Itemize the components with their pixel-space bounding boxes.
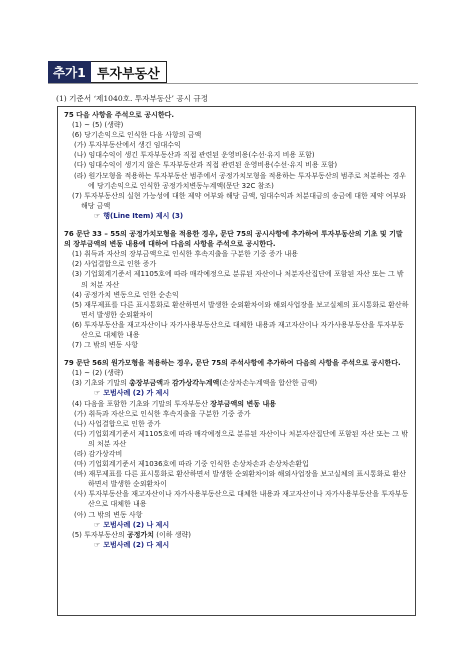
list-item: (사) 투자부동산을 재고자산이나 자가사용부동산으로 대체한 내용과 재고자산이나 자가사용부동산을 투자부동산으로 대체한 내용	[74, 490, 409, 509]
list-item: (나) 사업결합으로 인한 증가	[74, 419, 161, 428]
list-item: (5) 재무제표를 다른 표시통화로 환산하면서 발생한 순외환차이와 해외사업장을 보고실체의 표시통화로 환산하면서 발생한 순외환차이	[72, 300, 409, 319]
list-item: (3) 기업회계기준서 제1105호에 따라 매각예정으로 분류된 자산이나 처분자산집단에 포함된 자산 또는 그 밖의 처분 자산	[72, 270, 404, 289]
section-number: 추가1	[48, 61, 91, 83]
cross-reference-label: 모범사례 (2) 나 제시	[103, 520, 170, 529]
pointing-hand-icon: ☞	[94, 520, 101, 529]
list-item: (7) 그 밖의 변동 사항	[72, 341, 139, 350]
list-item: (4) 다음을 포함한 기초와 기말의 투자부동산 장부금액의 변동 내용	[72, 399, 276, 408]
list-item: (1) 취득과 자산의 장부금액으로 인식한 후속지출을 구분한 기중 증가 내용	[72, 250, 299, 259]
cross-reference-label: 모범사례 (2) 다 제시	[103, 540, 170, 549]
list-item: (아) 그 밖의 변동 사항	[74, 510, 143, 519]
paragraph-79	[64, 358, 409, 550]
cross-reference	[64, 388, 409, 398]
list-item: (6) 투자부동산을 재고자산이나 자가사용부동산으로 대체한 내용과 재고자산이나 자가사용부동산을 투자부동산으로 대체한 내용	[72, 320, 405, 339]
list-item: (바) 재무제표를 다른 표시통화로 환산하면서 발생한 순외환차이와 해외사업장을 보고실체의 표시통화로 환산하면서 발생한 순외환차이	[74, 470, 407, 489]
list-item: (5) 투자부동산의 공정가치 (이하 생략)	[72, 530, 191, 539]
list-item: (6) 당기손익으로 인식한 다음 사항의 금액	[72, 131, 202, 140]
paragraph-75	[64, 110, 409, 221]
pointing-hand-icon: ☞	[94, 211, 101, 220]
list-item: (나) 임대수익이 생긴 투자부동산과 직접 관련된 운영비용(수선·유지 비용 포함)	[74, 151, 315, 160]
list-item: (1) ~ (5) (생략)	[72, 121, 124, 130]
list-item: (7) 투자부동산의 실현 가능성에 대한 제약 여부와 해당 금액, 임대수익과 처분대금의 송금에 대한 제약 여부와 해당 금액	[72, 191, 407, 210]
section-title: 투자부동산	[91, 61, 167, 83]
list-item: (라) 감가상각비	[74, 450, 123, 458]
list-item: (다) 임대수익이 생기지 않은 투자부동산과 직접 관련된 운영비용(수선·유지 비용 포함)	[74, 161, 338, 170]
list-item: (가) 취득과 자산으로 인식한 후속지출을 구분한 기중 증가	[74, 409, 251, 418]
list-item: (다) 기업회계기준서 제1105호에 따라 매각예정으로 분류된 자산이나 처분자산집단에 포함된 자산 또는 그 밖의 처분 자산	[74, 429, 408, 448]
paragraph-heading: 79 문단 56의 원가모형을 적용하는 경우, 문단 75의 주석사항에 추가하여 다음의 사항을 주석으로 공시한다.	[64, 359, 401, 368]
header-divider	[48, 83, 418, 84]
list-item: (3) 기초와 기말의 총장부금액과 감가상각누계액(손상차손누계액을 합산한 금액)	[72, 379, 318, 388]
cross-reference	[64, 520, 409, 530]
cross-reference-label: 모범사례 (2) 가 제시	[103, 389, 170, 398]
disclosure-box	[57, 106, 416, 616]
intro-line: (1) 기준서 ‘제1040호. 투자부동산’ 공시 규정	[56, 94, 209, 103]
list-item: (4) 공정가치 변동으로 인한 순손익	[72, 290, 179, 299]
list-item: (1) ~ (2) (생략)	[72, 369, 124, 378]
paragraph-heading: 76 문단 33 – 55의 공정가치모형을 적용한 경우, 문단 75의 공시사항에 추가하여 투자부동산의 기초 및 기말의 장부금액의 변동 내용에 대하여 다음의 사항을 주석으로 공시한다.	[64, 230, 403, 249]
pointing-hand-icon: ☞	[94, 540, 101, 549]
list-item: (라) 원가모형을 적용하는 투자부동산 범주에서 공정가치모형을 적용하는 투자부동산의 범주로 처분하는 경우에 당기손익으로 인식한 공정가치변동누계액(문단 32C 참조)	[74, 171, 407, 190]
section-header	[48, 61, 167, 83]
list-item: (가) 투자부동산에서 생긴 임대수익	[74, 141, 181, 150]
pointing-hand-icon: ☞	[94, 389, 101, 398]
list-item: (마) 기업회계기준서 제1036호에 따라 기중 인식한 손상차손과 손상차손환입	[74, 460, 309, 469]
cross-reference	[64, 540, 409, 550]
cross-reference-label: 행(Line Item) 제시 (3)	[103, 211, 184, 220]
paragraph-heading: 75 다음 사항을 주석으로 공시한다.	[64, 111, 175, 119]
cross-reference	[64, 211, 409, 221]
paragraph-76	[64, 229, 409, 350]
list-item: (2) 사업결합으로 인한 증가	[72, 260, 157, 269]
